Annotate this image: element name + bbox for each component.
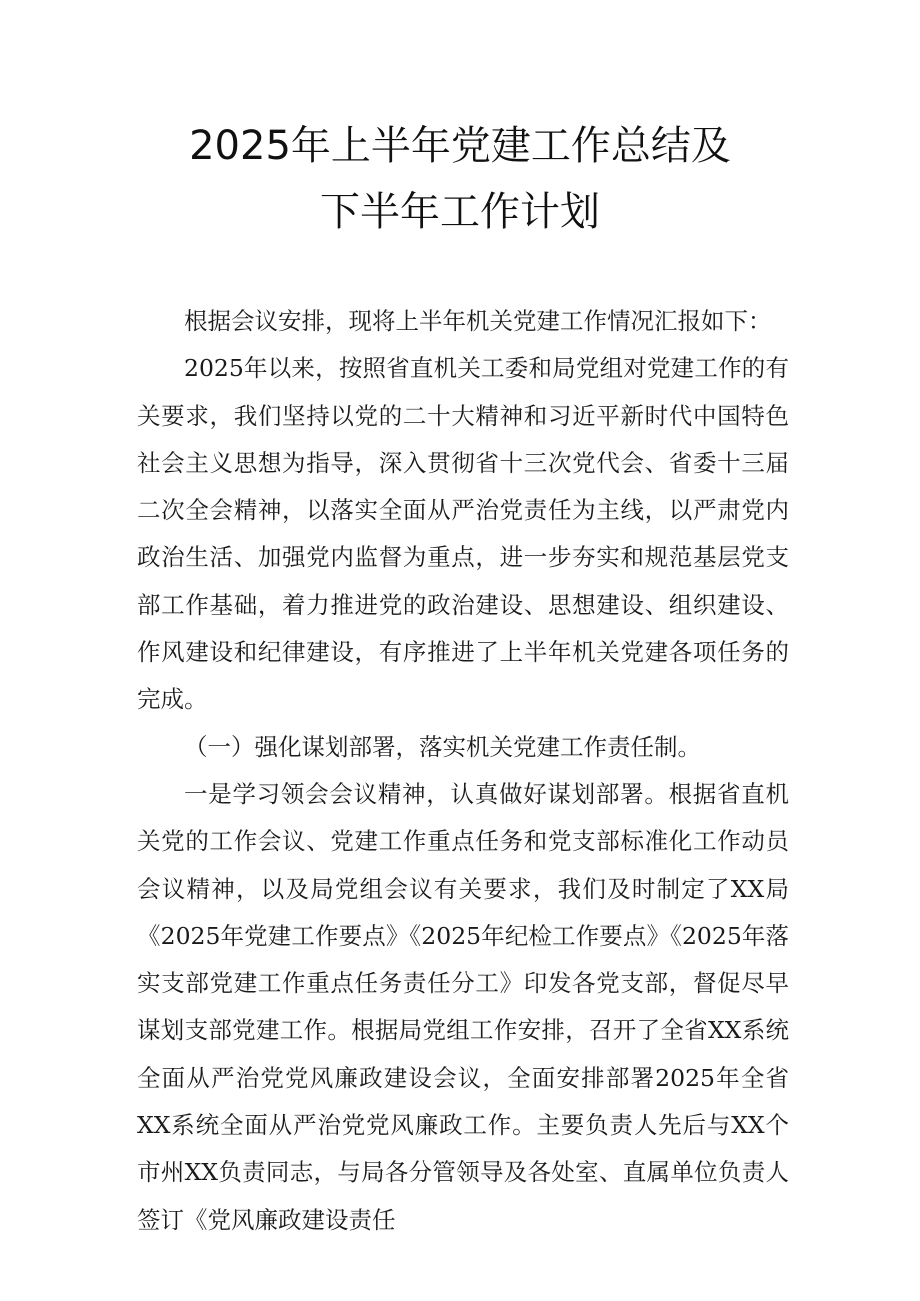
paragraph-item-1: 一是学习领会会议精神，认真做好谋划部署。根据省直机关党的工作会议、党建工作重点任务和党支部标准化工作动员会议精神，以及局党组会议有关要求，我们及时制定了XX局《2025年党建工作要点》《2025年纪检工作要点》《2025年落实支部党建工作重点任务责任分工》印发各党支部，督促尽早谋划支部党建工作。根据局党组工作安排，召开了全省XX系统全面从严治党党风廉政建设会议，全面安排部署2025年全省XX系统全面从严治党党风廉政工作。主要负责人先后与XX个市州XX负责同志，与局各分管领导及各处室、直属单位负责人签订《党风廉政建设责任 [137, 779, 789, 1234]
paragraph-overview: 2025年以来，按照省直机关工委和局党组对党建工作的有关要求，我们坚持以党的二十大精神和习近平新时代中国特色社会主义思想为指导，深入贯彻省十三次党代会、省委十三届二次全会精神，以落实全面从严治党责任为主线，以严肃党内政治生活、加强党内监督为重点，进一步夯实和规范基层党支部工作基础，着力推进党的政治建设、思想建设、组织建设、作风建设和纪律建设，有序推进了上半年机关党建各项任务的完成。 [137, 354, 789, 714]
document-title-line2: 下半年工作计划 [320, 189, 600, 235]
document-title-line1: 2025年上半年党建工作总结及 [189, 123, 731, 169]
paragraph-intro: 根据会议安排，现将上半年机关党建工作情况汇报如下： [184, 307, 772, 335]
section-heading-1: （一）强化谋划部署，落实机关党建工作责任制。 [184, 732, 701, 761]
document-body [137, 298, 789, 1244]
